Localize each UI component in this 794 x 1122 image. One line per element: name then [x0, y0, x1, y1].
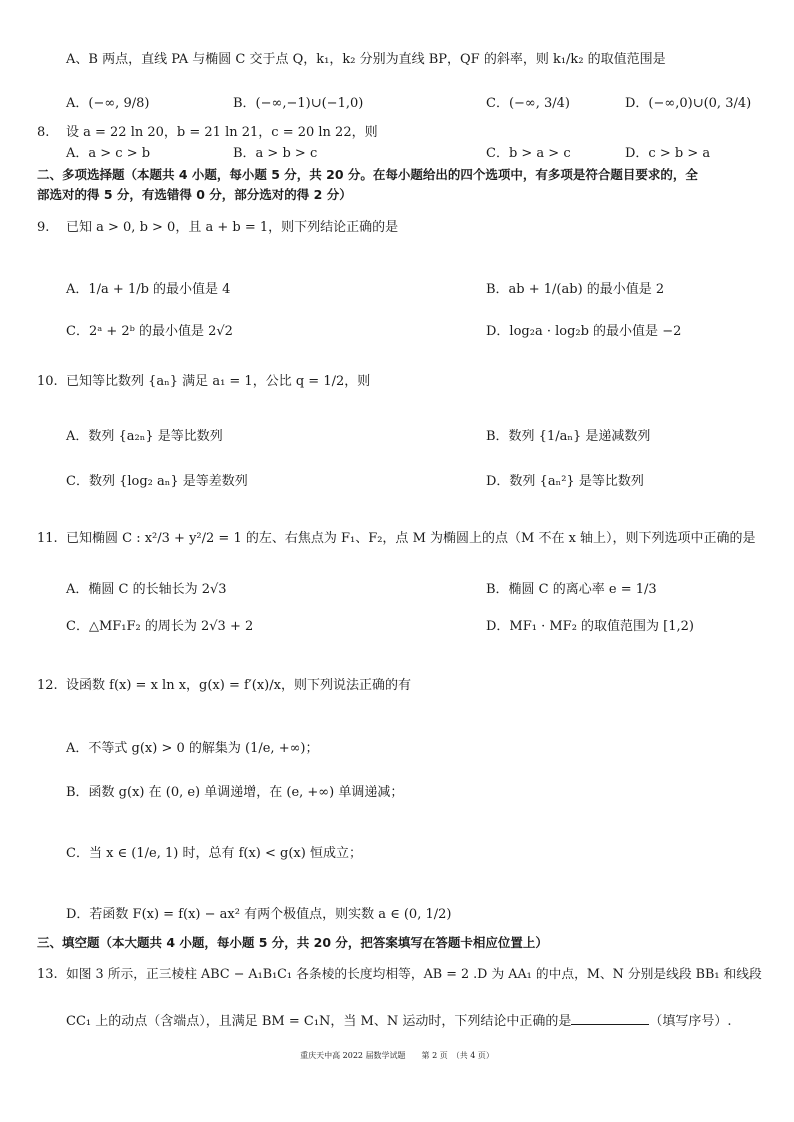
q10-number: 10. [37, 374, 58, 389]
page-footer: 重庆天中高 2022 届数学试题 第 2 页 （共 4 页） [300, 1051, 494, 1060]
q11-option-d: D．MF₁ · MF₂ 的取值范围为 [1,2) [486, 619, 694, 634]
q13-line2-end: （填写序号）. [649, 1014, 732, 1029]
q9-number: 9. [37, 220, 50, 235]
section2-heading: 二、多项选择题（本题共 4 小题，每小题 5 分，共 20 分。在每小题给出的四个选项中，有多项是符合题目要求的，全 [37, 167, 698, 182]
q10-stem: 已知等比数列 {aₙ} 满足 a₁ = 1，公比 q = 1/2，则 [66, 374, 371, 389]
q8-option-b: B．a > b > c [233, 146, 318, 161]
q7-option-b: B．(−∞,−1)∪(−1,0) [233, 96, 364, 111]
q11-stem: 已知椭圆 C : x²/3 + y²/2 = 1 的左、右焦点为 F₁、F₂，点 M 为椭圆上的点（M 不在 x 轴上），则下列选项中正确的是 [66, 531, 756, 546]
section2-heading-cont: 部选对的得 5 分，有选错得 0 分，部分选对的得 2 分） [37, 187, 352, 202]
section3-heading: 三、填空题（本大题共 4 小题，每小题 5 分，共 20 分，把答案填写在答题卡相应位置上） [37, 935, 548, 950]
q12-option-c: C．当 x ∈ (1/e, 1) 时，总有 f(x) < g(x) 恒成立； [66, 846, 362, 861]
q7-continuation: A、B 两点，直线 PA 与椭圆 C 交于点 Q，k₁，k₂ 分别为直线 BP，QF 的斜率，则 k₁/k₂ 的取值范围是 [66, 52, 666, 67]
q12-number: 12. [37, 678, 58, 693]
q13-line2-text: CC₁ 上的动点（含端点），且满足 BM = C₁N，当 M、N 运动时，下列结论中正确的是 [66, 1014, 572, 1029]
q13-line1: 如图 3 所示，正三棱柱 ABC − A₁B₁C₁ 各条棱的长度均相等，AB = 2 .D 为 AA₁ 的中点，M、N 分别是线段 BB₁ 和线段 [66, 967, 762, 982]
q9-option-b: B．ab + 1/(ab) 的最小值是 2 [486, 282, 665, 297]
q12-stem: 设函数 f(x) = x ln x，g(x) = f′(x)/x，则下列说法正确的有 [66, 678, 411, 693]
q10-option-d: D．数列 {aₙ²} 是等比数列 [486, 474, 644, 489]
q12-option-b: B．函数 g(x) 在 (0, e) 单调递增，在 (e, +∞) 单调递减； [66, 785, 404, 800]
q13-line2 [66, 1010, 732, 1031]
q9-option-c: C．2ᵃ + 2ᵇ 的最小值是 2√2 [66, 324, 233, 339]
q8-option-c: C．b > a > c [486, 146, 571, 161]
q11-option-b: B．椭圆 C 的离心率 e = 1/3 [486, 582, 657, 597]
q8-option-d: D．c > b > a [625, 146, 711, 161]
q11-number: 11. [37, 531, 58, 546]
q7-option-d: D．(−∞,0)∪(0, 3/4) [625, 96, 752, 111]
answer-blank [571, 1010, 649, 1025]
q8-number: 8. [37, 125, 50, 140]
q10-option-a: A．数列 {a₂ₙ} 是等比数列 [66, 429, 223, 444]
q7-option-c: C．(−∞, 3/4) [486, 96, 570, 111]
q8-option-a: A．a > c > b [66, 146, 151, 161]
q8-stem: 设 a = 22 ln 20，b = 21 ln 21，c = 20 ln 22，则 [66, 125, 378, 140]
q11-option-c: C．△MF₁F₂ 的周长为 2√3 + 2 [66, 619, 254, 634]
q11-option-a: A．椭圆 C 的长轴长为 2√3 [66, 582, 227, 597]
q7-option-a: A．(−∞, 9/8) [66, 96, 150, 111]
q9-option-d: D．log₂a · log₂b 的最小值是 −2 [486, 324, 682, 339]
q12-option-d: D．若函数 F(x) = f(x) − ax² 有两个极值点，则实数 a ∈ (0, 1/2) [66, 907, 452, 922]
q12-option-a: A．不等式 g(x) > 0 的解集为 (1/e, +∞)； [66, 741, 319, 756]
q10-option-b: B．数列 {1/aₙ} 是递减数列 [486, 429, 651, 444]
q9-stem: 已知 a > 0, b > 0，且 a + b = 1，则下列结论正确的是 [66, 220, 399, 235]
q9-option-a: A．1/a + 1/b 的最小值是 4 [66, 282, 231, 297]
q10-option-c: C．数列 {log₂ aₙ} 是等差数列 [66, 474, 248, 489]
q13-number: 13. [37, 967, 58, 982]
